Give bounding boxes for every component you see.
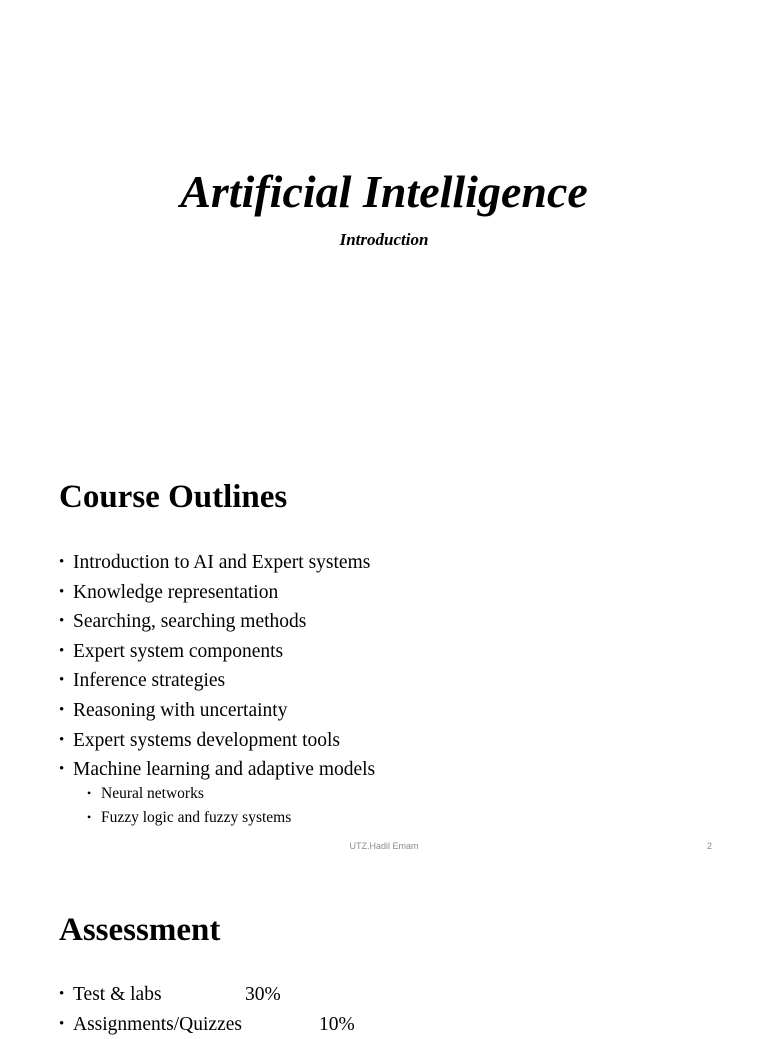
list-item: • Knowledge representation xyxy=(59,578,375,608)
sub-list-item: • Fuzzy logic and fuzzy systems xyxy=(59,806,291,830)
list-item: • Expert systems development tools xyxy=(59,726,375,756)
slide-subtitle: Introduction xyxy=(339,230,429,249)
bullet-icon: • xyxy=(59,701,65,718)
bullet-icon: • xyxy=(87,809,92,824)
bullet-icon: • xyxy=(59,986,65,1002)
list-item xyxy=(59,1010,355,1039)
title-slide xyxy=(0,0,768,440)
bullet-icon: • xyxy=(59,672,65,689)
list-item: • Introduction to AI and Expert systems xyxy=(59,548,375,578)
slide-footer: UTZ.Hadil Emam xyxy=(349,841,419,851)
bullet-icon: • xyxy=(59,554,65,570)
list-item xyxy=(59,980,281,1010)
bullet-icon: • xyxy=(59,583,65,600)
bullet-icon: • xyxy=(59,613,65,630)
sub-list-item: • Neural networks xyxy=(59,782,291,806)
bullet-icon: • xyxy=(59,761,65,778)
assessment-list xyxy=(59,980,355,1039)
course-outlines-slide xyxy=(0,440,768,872)
sub-bullet-list xyxy=(59,782,291,829)
assessment-value: 30% xyxy=(245,984,281,1005)
list-item: • Searching, searching methods xyxy=(59,607,375,637)
assessment-label: Test & labs xyxy=(73,984,162,1005)
slide-heading: Course Outlines xyxy=(59,479,288,515)
list-item: • Reasoning with uncertainty xyxy=(59,696,375,726)
bullet-icon: • xyxy=(87,786,92,800)
bullet-list xyxy=(59,548,375,785)
list-item: • Machine learning and adaptive models xyxy=(59,755,375,785)
page-number: 2 xyxy=(706,841,712,851)
bullet-icon: • xyxy=(59,1015,65,1032)
assessment-value: 10% xyxy=(319,1013,355,1035)
assessment-slide xyxy=(0,872,768,1035)
slide-heading: Assessment xyxy=(59,912,221,948)
bullet-icon: • xyxy=(59,642,65,659)
list-item: • Expert system components xyxy=(59,637,375,667)
list-item: • Inference strategies xyxy=(59,666,375,696)
assessment-label: Assignments/Quizzes xyxy=(73,1013,242,1035)
slide-title: Artificial Intelligence xyxy=(180,166,588,217)
bullet-icon: • xyxy=(59,731,65,748)
